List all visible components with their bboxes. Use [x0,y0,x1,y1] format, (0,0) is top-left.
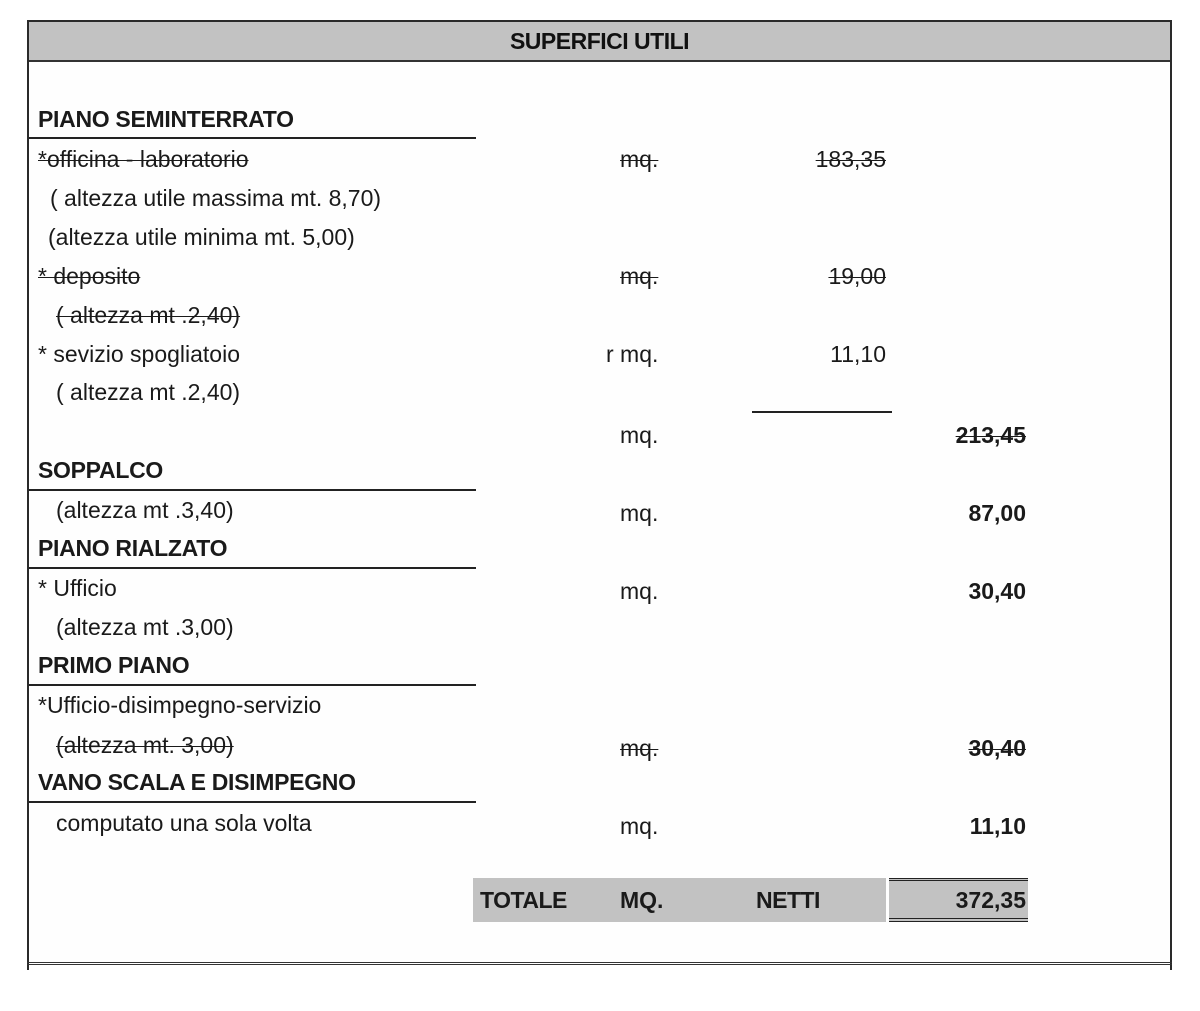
item-scala-value: 11,10 [969,813,1026,839]
item-servizio-value: 11,10 [830,341,886,367]
section-heading-seminterrato: PIANO SEMINTERRATO [38,106,294,132]
item-primo-height: (altezza mt. 3,00) [56,732,234,758]
subtotal-rule [752,411,892,413]
item-primo-value: 30,40 [968,735,1026,761]
item-soppalco-value: 87,00 [968,500,1026,526]
item-scala-unit: mq. [620,813,659,839]
total-unit: MQ. [620,887,664,913]
section-underline [29,801,476,803]
item-primo-label: *Ufficio-disimpegno-servizio [38,692,322,718]
item-servizio-height: ( altezza mt .2,40) [56,379,241,405]
subtotal-value: 213,45 [955,422,1026,448]
item-officina-height-max: ( altezza utile massima mt. 8,70) [50,185,382,211]
total-label: TOTALE [480,887,567,913]
item-deposito-value: 19,00 [828,263,886,289]
item-officina-height-min: (altezza utile minima mt. 5,00) [48,224,355,250]
table-title: SUPERFICI UTILI [29,22,1170,62]
item-soppalco-unit: mq. [620,500,659,526]
item-servizio-unit: r mq. [606,341,659,367]
item-officina-value: 183,35 [815,146,886,172]
total-netti: NETTI [756,887,820,913]
item-officina-unit: mq. [620,146,659,172]
total-value: 372,35 [955,887,1026,913]
item-deposito-height: ( altezza mt .2,40) [56,302,241,328]
item-deposito-label: * deposito [38,263,141,289]
item-ufficio-height: (altezza mt .3,00) [56,614,234,640]
item-ufficio-value: 30,40 [968,578,1026,604]
section-underline [29,684,476,686]
section-underline [29,137,476,139]
item-scala-label: computato una sola volta [56,810,312,836]
section-underline [29,489,476,491]
subtotal-unit: mq. [620,422,659,448]
bottom-rule [27,962,1172,968]
item-servizio-label: * sevizio spogliatoio [38,341,241,367]
section-heading-scala: VANO SCALA E DISIMPEGNO [38,769,356,795]
section-heading-primo: PRIMO PIANO [38,652,190,678]
item-officina-label: *officina - laboratorio [38,146,249,172]
item-primo-unit: mq. [620,735,659,761]
item-ufficio-label: * Ufficio [38,575,117,601]
section-heading-rialzato: PIANO RIALZATO [38,535,228,561]
item-ufficio-unit: mq. [620,578,659,604]
section-heading-soppalco: SOPPALCO [38,457,163,483]
item-deposito-unit: mq. [620,263,659,289]
item-soppalco-height: (altezza mt .3,40) [56,497,234,523]
section-underline [29,567,476,569]
